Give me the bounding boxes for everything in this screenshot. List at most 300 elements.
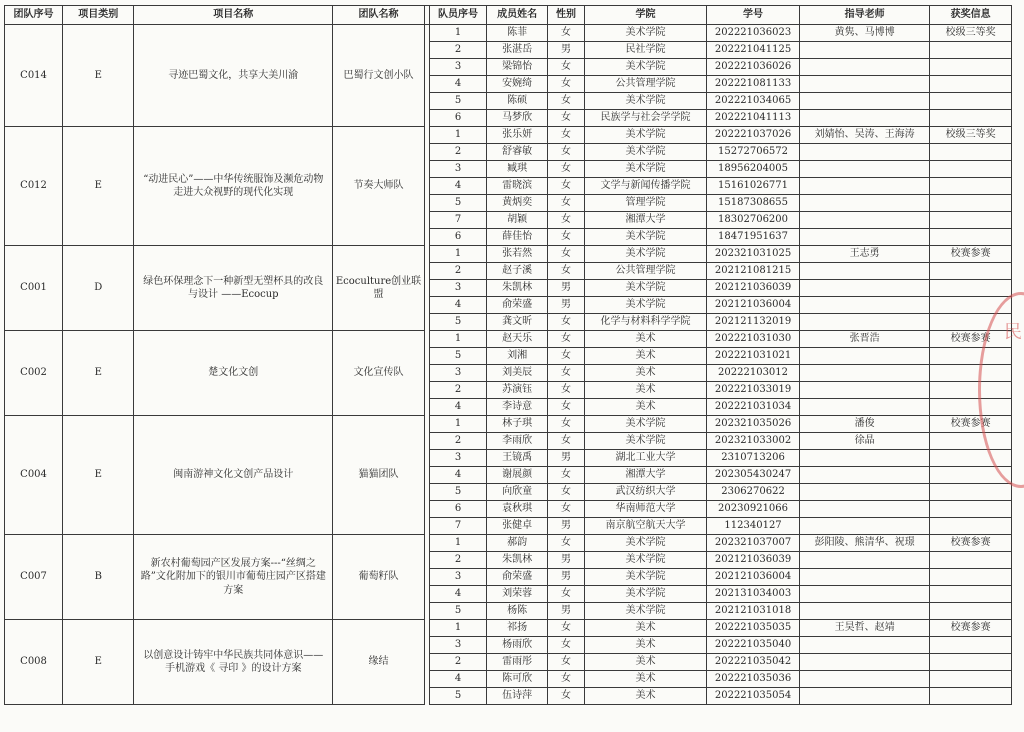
member-no-cell: 3 [429,569,486,586]
member-name-cell: 杨陈 [487,603,548,620]
advisor-cell: 黄隽、马博博 [799,25,929,42]
advisor-cell [799,195,929,212]
member-name-cell: 刘湘 [487,348,548,365]
student-id-cell: 202221036023 [707,25,800,42]
gender-cell: 男 [548,552,585,569]
college-cell: 南京航空航天大学 [584,518,706,535]
gender-cell: 女 [548,212,585,229]
student-id-cell: 2306270622 [707,484,800,501]
advisor-cell [799,110,929,127]
team-id-cell: C004 [5,416,63,535]
advisor-cell [799,76,929,93]
gender-cell: 女 [548,654,585,671]
award-cell: 校赛参赛 [930,535,1012,552]
award-cell [930,93,1012,110]
gender-cell: 女 [548,688,585,705]
header-row [5,6,1012,25]
college-cell: 美术学院 [584,552,706,569]
award-cell: 校级三等奖 [930,25,1012,42]
team-name-cell: 节奏大师队 [333,127,425,246]
student-id-cell: 202121031018 [707,603,800,620]
advisor-cell: 徐晶 [799,433,929,450]
member-name-cell: 梁锦怡 [487,59,548,76]
student-id-cell: 20230921066 [707,501,800,518]
student-id-cell: 202121036004 [707,569,800,586]
college-cell: 管理学院 [584,195,706,212]
member-name-cell: 臧琪 [487,161,548,178]
member-name-cell: 张湛岳 [487,42,548,59]
gender-cell: 女 [548,365,585,382]
college-cell: 武汉纺织大学 [584,484,706,501]
member-no-cell: 2 [429,42,486,59]
advisor-cell [799,518,929,535]
advisor-cell [799,178,929,195]
gender-cell: 女 [548,25,585,42]
student-id-cell: 202321037007 [707,535,800,552]
student-id-cell: 202121036039 [707,552,800,569]
category-cell: E [63,331,134,416]
college-cell: 美术学院 [584,25,706,42]
member-no-cell: 1 [429,127,486,144]
header-award: 获奖信息 [930,6,1012,25]
header-student-id: 学号 [707,6,800,25]
gender-cell: 男 [548,450,585,467]
member-no-cell: 5 [429,314,486,331]
gender-cell: 女 [548,467,585,484]
student-id-cell: 202221037026 [707,127,800,144]
member-name-cell: 薛佳怡 [487,229,548,246]
member-no-cell: 6 [429,110,486,127]
advisor-cell: 王志勇 [799,246,929,263]
member-name-cell: 郝韵 [487,535,548,552]
advisor-cell: 刘婧怡、吴涛、王海涛 [799,127,929,144]
award-cell [930,688,1012,705]
roster-body [5,25,1012,705]
gender-cell: 女 [548,348,585,365]
student-id-cell: 202221035040 [707,637,800,654]
member-name-cell: 林子琪 [487,416,548,433]
team-name-cell: 文化宣传队 [333,331,425,416]
member-no-cell: 3 [429,280,486,297]
student-id-cell: 202221035036 [707,671,800,688]
college-cell: 美术 [584,348,706,365]
student-id-cell: 202121132019 [707,314,800,331]
member-name-cell: 陈可欣 [487,671,548,688]
college-cell: 美术学院 [584,127,706,144]
member-no-cell: 2 [429,382,486,399]
member-name-cell: 李诗意 [487,399,548,416]
gender-cell: 男 [548,42,585,59]
college-cell: 美术学院 [584,144,706,161]
category-cell: D [63,246,134,331]
gender-cell: 女 [548,501,585,518]
member-row [5,416,1012,433]
team-name-cell: 猫猫团队 [333,416,425,535]
college-cell: 化学与材料科学学院 [584,314,706,331]
member-no-cell: 1 [429,535,486,552]
advisor-cell [799,569,929,586]
member-name-cell: 赵子溪 [487,263,548,280]
member-no-cell: 2 [429,552,486,569]
student-id-cell: 202121036004 [707,297,800,314]
student-id-cell: 18302706200 [707,212,800,229]
member-no-cell: 1 [429,331,486,348]
award-cell [930,280,1012,297]
student-id-cell: 15161026771 [707,178,800,195]
gender-cell: 男 [548,280,585,297]
gender-cell: 女 [548,671,585,688]
member-no-cell: 4 [429,586,486,603]
team-roster-table [4,5,1012,705]
header-team-no: 团队序号 [5,6,63,25]
member-name-cell: 袁秋琪 [487,501,548,518]
advisor-cell [799,59,929,76]
gender-cell: 女 [548,263,585,280]
header-category: 项目类别 [63,6,134,25]
member-name-cell: 雷晓滨 [487,178,548,195]
student-id-cell: 15187308655 [707,195,800,212]
college-cell: 美术学院 [584,59,706,76]
college-cell: 湖北工业大学 [584,450,706,467]
college-cell: 美术学院 [584,603,706,620]
college-cell: 民族学与社会学学院 [584,110,706,127]
college-cell: 美术学院 [584,161,706,178]
member-no-cell: 2 [429,433,486,450]
gender-cell: 男 [548,297,585,314]
student-id-cell: 202221033019 [707,382,800,399]
gender-cell: 男 [548,603,585,620]
advisor-cell [799,365,929,382]
member-name-cell: 龚文昕 [487,314,548,331]
member-name-cell: 赵天乐 [487,331,548,348]
gender-cell: 女 [548,586,585,603]
gender-cell: 女 [548,161,585,178]
team-id-cell: C012 [5,127,63,246]
student-id-cell: 202221041113 [707,110,800,127]
award-cell [930,654,1012,671]
member-name-cell: 陈硕 [487,93,548,110]
gender-cell: 女 [548,637,585,654]
college-cell: 美术学院 [584,297,706,314]
member-row [5,620,1012,637]
student-id-cell: 202305430247 [707,467,800,484]
team-id-cell: C014 [5,25,63,127]
advisor-cell [799,280,929,297]
award-cell [930,671,1012,688]
member-name-cell: 安婉绮 [487,76,548,93]
team-id-cell: C007 [5,535,63,620]
award-cell [930,518,1012,535]
advisor-cell [799,552,929,569]
advisor-cell [799,382,929,399]
gender-cell: 女 [548,110,585,127]
award-cell [930,263,1012,280]
advisor-cell [799,348,929,365]
gender-cell: 女 [548,433,585,450]
student-id-cell: 202321033002 [707,433,800,450]
award-cell [930,229,1012,246]
advisor-cell [799,42,929,59]
award-cell [930,42,1012,59]
member-name-cell: 杨雨欣 [487,637,548,654]
award-cell [930,110,1012,127]
member-name-cell: 张乐妍 [487,127,548,144]
student-id-cell: 18956204005 [707,161,800,178]
college-cell: 民社学院 [584,42,706,59]
student-id-cell: 202221081133 [707,76,800,93]
gender-cell: 女 [548,59,585,76]
member-name-cell: 舒睿敏 [487,144,548,161]
advisor-cell: 张晋浩 [799,331,929,348]
member-row [5,246,1012,263]
student-id-cell: 202221035035 [707,620,800,637]
gender-cell: 女 [548,331,585,348]
member-name-cell: 陈菲 [487,25,548,42]
advisor-cell [799,688,929,705]
college-cell: 美术学院 [584,433,706,450]
team-name-cell: 葡萄籽队 [333,535,425,620]
header-advisor: 指导老师 [799,6,929,25]
college-cell: 美术学院 [584,280,706,297]
student-id-cell: 2310713206 [707,450,800,467]
college-cell: 美术学院 [584,229,706,246]
member-no-cell: 4 [429,178,486,195]
college-cell: 美术 [584,688,706,705]
member-no-cell: 1 [429,620,486,637]
college-cell: 公共管理学院 [584,76,706,93]
advisor-cell [799,671,929,688]
award-cell [930,586,1012,603]
member-name-cell: 刘美辰 [487,365,548,382]
award-cell [930,178,1012,195]
team-id-cell: C001 [5,246,63,331]
award-cell: 校赛参赛 [930,620,1012,637]
advisor-cell [799,450,929,467]
advisor-cell [799,399,929,416]
member-no-cell: 4 [429,467,486,484]
gender-cell: 女 [548,399,585,416]
college-cell: 湘潭大学 [584,212,706,229]
category-cell: E [63,25,134,127]
member-no-cell: 6 [429,229,486,246]
gender-cell: 女 [548,246,585,263]
student-id-cell: 20222103012 [707,365,800,382]
seal-fragment: 民 [1004,322,1022,343]
student-id-cell: 202121081215 [707,263,800,280]
college-cell: 美术学院 [584,535,706,552]
member-no-cell: 3 [429,59,486,76]
member-no-cell: 2 [429,144,486,161]
award-cell [930,161,1012,178]
member-name-cell: 朱凯林 [487,280,548,297]
advisor-cell [799,637,929,654]
team-name-cell: 缘结 [333,620,425,705]
project-name-cell: 以创意设计铸牢中华民族共同体意识——手机游戏《 寻印 》的设计方案 [134,620,333,705]
college-cell: 美术学院 [584,586,706,603]
student-id-cell: 202321035026 [707,416,800,433]
category-cell: B [63,535,134,620]
gender-cell: 女 [548,314,585,331]
header-member-no: 队员序号 [429,6,486,25]
advisor-cell [799,501,929,518]
college-cell: 美术 [584,382,706,399]
member-no-cell: 1 [429,246,486,263]
member-name-cell: 张健卓 [487,518,548,535]
college-cell: 美术 [584,399,706,416]
award-cell [930,603,1012,620]
advisor-cell [799,263,929,280]
award-cell [930,59,1012,76]
award-cell [930,212,1012,229]
gender-cell: 女 [548,535,585,552]
gender-cell: 女 [548,382,585,399]
member-no-cell: 1 [429,416,486,433]
award-cell [930,144,1012,161]
member-no-cell: 5 [429,484,486,501]
college-cell: 美术 [584,620,706,637]
college-cell: 华南师范大学 [584,501,706,518]
gender-cell: 女 [548,93,585,110]
member-row [5,25,1012,42]
award-roster-document [4,5,1012,705]
student-id-cell: 112340127 [707,518,800,535]
student-id-cell: 202221041125 [707,42,800,59]
member-name-cell: 伍诗萍 [487,688,548,705]
college-cell: 公共管理学院 [584,263,706,280]
member-name-cell: 黄炳奕 [487,195,548,212]
advisor-cell: 王昊哲、赵靖 [799,620,929,637]
award-cell [930,552,1012,569]
project-name-cell: 闽南游神文化文创产品设计 [134,416,333,535]
category-cell: E [63,127,134,246]
header-gender: 性别 [548,6,585,25]
advisor-cell [799,586,929,603]
member-no-cell: 5 [429,195,486,212]
member-row [5,127,1012,144]
member-no-cell: 4 [429,399,486,416]
advisor-cell [799,161,929,178]
advisor-cell [799,212,929,229]
member-no-cell: 3 [429,637,486,654]
member-name-cell: 王镜禹 [487,450,548,467]
college-cell: 美术学院 [584,93,706,110]
advisor-cell [799,484,929,501]
member-no-cell: 3 [429,365,486,382]
project-name-cell: 新农村葡萄园产区发展方案---“丝绸之路”文化附加下的银川市葡萄庄园产区搭建方案 [134,535,333,620]
student-id-cell: 15272706572 [707,144,800,161]
student-id-cell: 202221035042 [707,654,800,671]
award-cell [930,484,1012,501]
award-cell: 校赛参赛 [930,246,1012,263]
advisor-cell [799,654,929,671]
member-no-cell: 1 [429,25,486,42]
member-name-cell: 李雨欣 [487,433,548,450]
student-id-cell: 202221031030 [707,331,800,348]
member-name-cell: 马梦欣 [487,110,548,127]
student-id-cell: 202221035054 [707,688,800,705]
header-member-name: 成员姓名 [487,6,548,25]
advisor-cell [799,229,929,246]
member-name-cell: 祁扬 [487,620,548,637]
category-cell: E [63,416,134,535]
gender-cell: 女 [548,195,585,212]
student-id-cell: 202121036039 [707,280,800,297]
member-name-cell: 朱凯林 [487,552,548,569]
member-name-cell: 雷雨彤 [487,654,548,671]
member-name-cell: 张若然 [487,246,548,263]
advisor-cell [799,603,929,620]
member-name-cell: 苏演钰 [487,382,548,399]
header-college: 学院 [584,6,706,25]
award-cell [930,501,1012,518]
college-cell: 美术学院 [584,569,706,586]
college-cell: 美术学院 [584,416,706,433]
gender-cell: 女 [548,620,585,637]
member-no-cell: 2 [429,263,486,280]
gender-cell: 女 [548,484,585,501]
college-cell: 美术 [584,365,706,382]
member-name-cell: 向欣童 [487,484,548,501]
member-no-cell: 7 [429,518,486,535]
student-id-cell: 202221034065 [707,93,800,110]
category-cell: E [63,620,134,705]
member-no-cell: 5 [429,603,486,620]
member-name-cell: 俞荣盛 [487,297,548,314]
member-name-cell: 俞荣盛 [487,569,548,586]
student-id-cell: 202221031021 [707,348,800,365]
gender-cell: 女 [548,178,585,195]
student-id-cell: 202131034003 [707,586,800,603]
member-no-cell: 5 [429,93,486,110]
award-cell [930,637,1012,654]
award-cell [930,569,1012,586]
member-no-cell: 3 [429,450,486,467]
advisor-cell [799,93,929,110]
gender-cell: 女 [548,76,585,93]
award-cell [930,195,1012,212]
college-cell: 美术 [584,654,706,671]
student-id-cell: 18471951637 [707,229,800,246]
advisor-cell [799,314,929,331]
college-cell: 美术学院 [584,246,706,263]
advisor-cell: 彭阳陵、熊清华、祝璟 [799,535,929,552]
member-no-cell: 7 [429,212,486,229]
college-cell: 美术 [584,637,706,654]
member-name-cell: 谢展颜 [487,467,548,484]
project-name-cell: 寻迹巴蜀文化，共享大美川渝 [134,25,333,127]
team-id-cell: C008 [5,620,63,705]
project-name-cell: 楚文化文创 [134,331,333,416]
member-no-cell: 2 [429,654,486,671]
member-no-cell: 6 [429,501,486,518]
member-row [5,535,1012,552]
college-cell: 美术 [584,671,706,688]
project-name-cell: “动进民心”——中华传统服饰及濒危动物走进大众视野的现代化实现 [134,127,333,246]
header-team-name: 团队名称 [333,6,425,25]
member-no-cell: 5 [429,348,486,365]
gender-cell: 男 [548,518,585,535]
gender-cell: 男 [548,569,585,586]
college-cell: 湘潭大学 [584,467,706,484]
header-project: 项目名称 [134,6,333,25]
member-no-cell: 4 [429,671,486,688]
college-cell: 文学与新闻传播学院 [584,178,706,195]
team-name-cell: 巴蜀行文创小队 [333,25,425,127]
award-cell: 校赛参赛 [930,416,1012,433]
award-cell [930,76,1012,93]
advisor-cell [799,144,929,161]
member-no-cell: 3 [429,161,486,178]
